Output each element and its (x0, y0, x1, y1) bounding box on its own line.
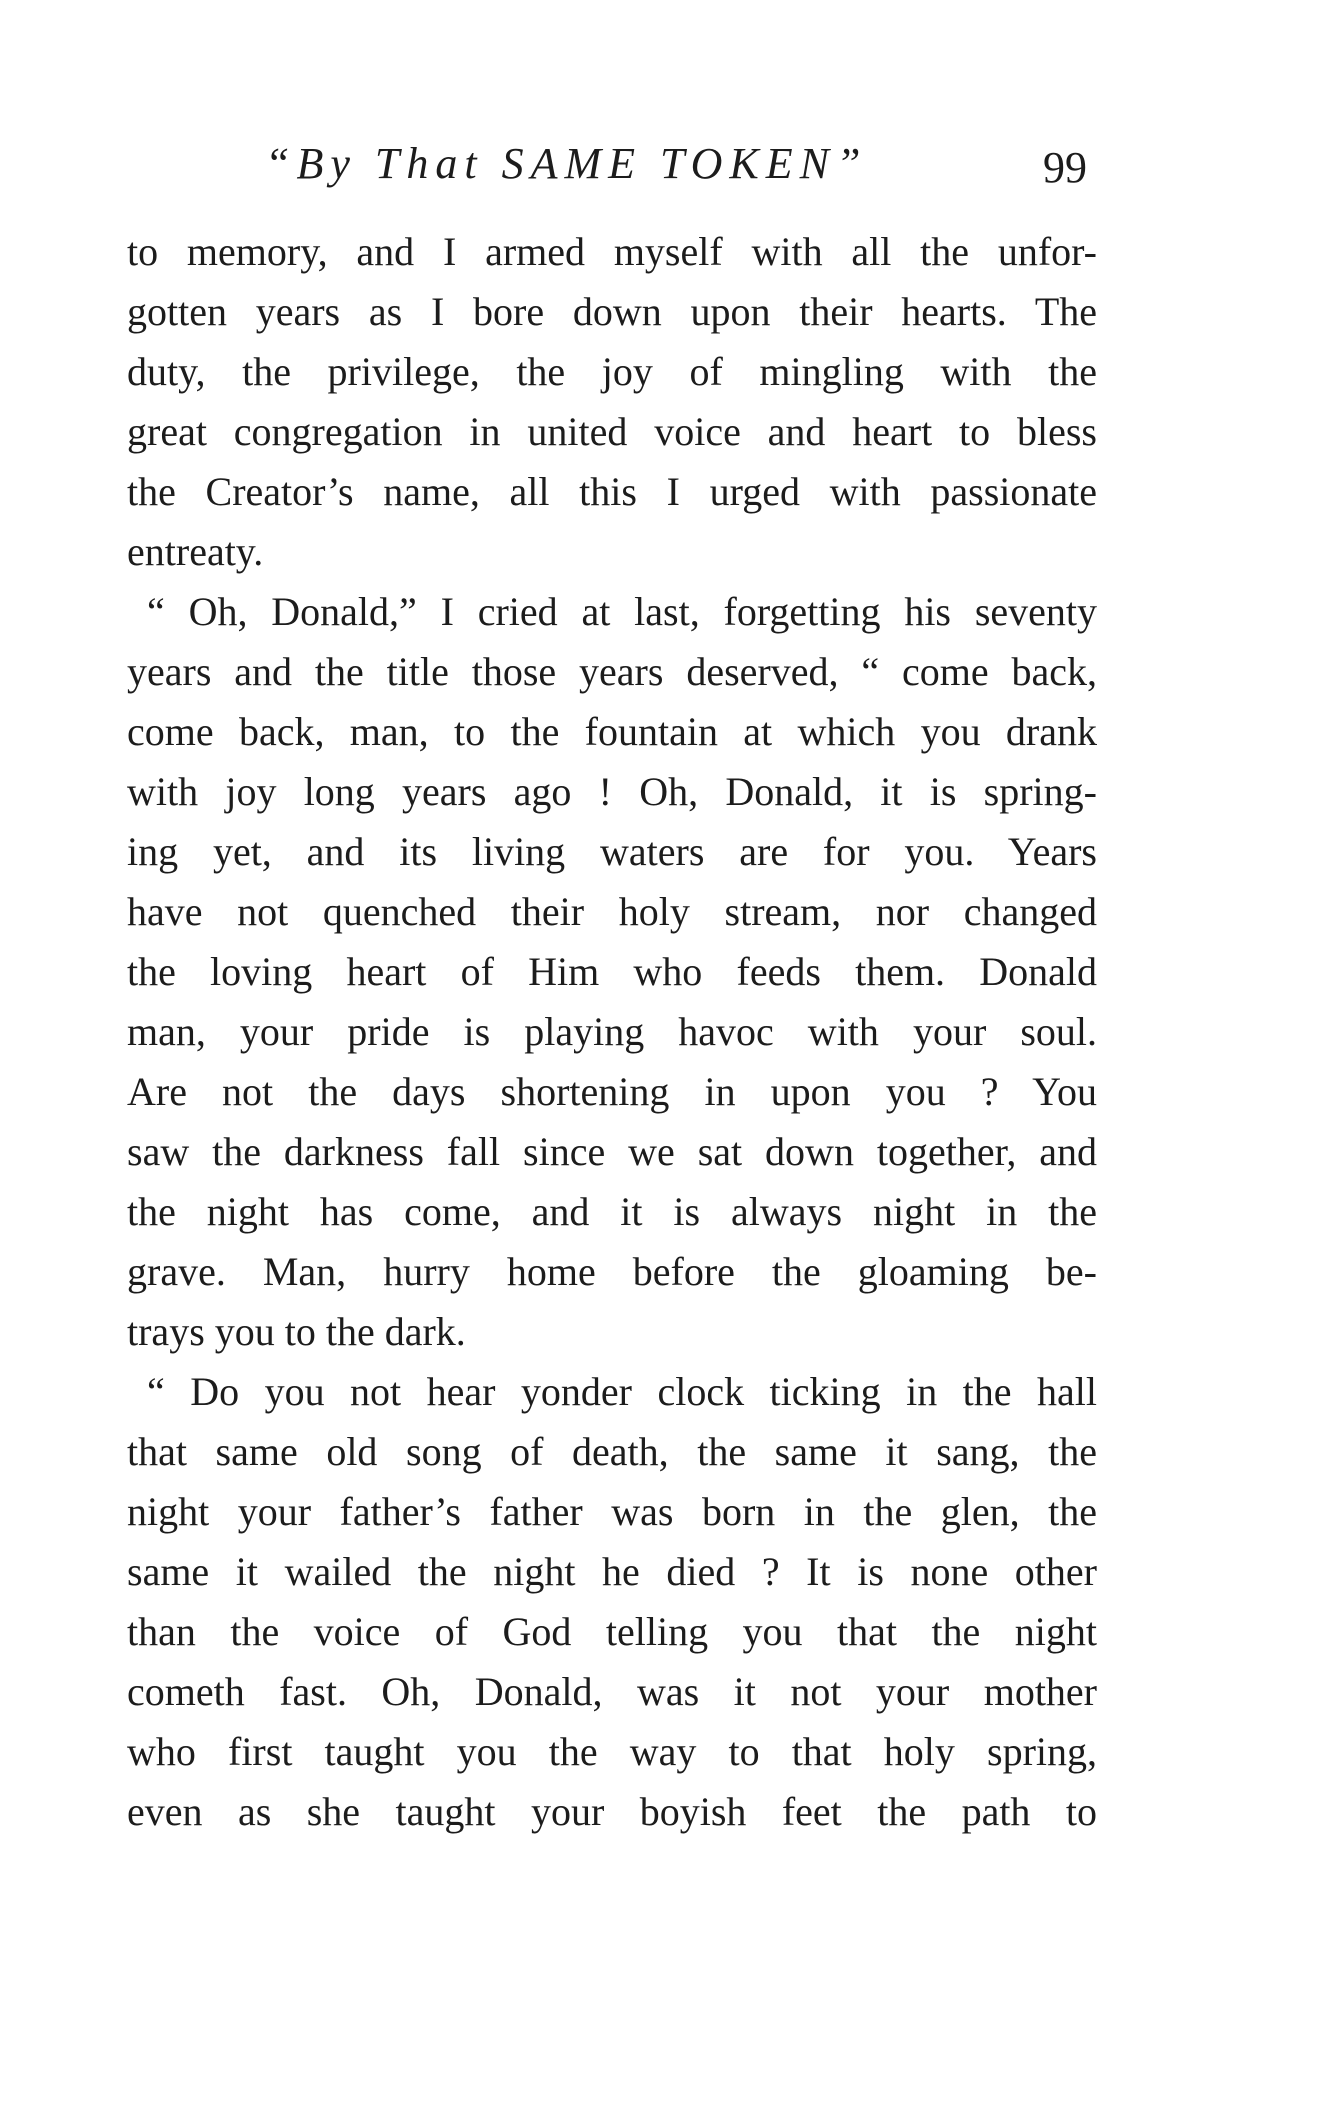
text-line: duty, the privilege, the joy of mingling with the (127, 349, 1097, 394)
text-line: with joy long years ago ! Oh, Donald, it is spring- (127, 769, 1097, 814)
text-line: come back, man, to the fountain at which you drank (127, 709, 1097, 754)
text-line: have not quenched their holy stream, nor changed (127, 889, 1097, 934)
text-line: to memory, and I armed myself with all the unfor- (127, 229, 1097, 274)
text-line: years and the title those years deserved, “ come back, (127, 649, 1097, 694)
text-line: gotten years as I bore down upon their hearts. The (127, 289, 1097, 334)
text-line: who first taught you the way to that holy spring, (127, 1729, 1097, 1774)
text-line: grave. Man, hurry home before the gloaming be- (127, 1249, 1097, 1294)
text-line: even as she taught your boyish feet the path to (127, 1789, 1097, 1834)
text-line: Are not the days shortening in upon you ? You (127, 1069, 1097, 1114)
text-line: that same old song of death, the same it sang, the (127, 1429, 1097, 1474)
paragraph-start-line: “ Do you not hear yonder clock ticking in the hall (147, 1369, 1097, 1414)
text-line: saw the darkness fall since we sat down together, and (127, 1129, 1097, 1174)
text-line: than the voice of God telling you that the night (127, 1609, 1097, 1654)
text-line: same it wailed the night he died ? It is none other (127, 1549, 1097, 1594)
body-text (127, 222, 1097, 1842)
text-line: ing yet, and its living waters are for you. Years (127, 829, 1097, 874)
text-line: the Creator’s name, all this I urged with passionate (127, 469, 1097, 514)
paragraph-end-line: trays you to the dark. (127, 1309, 466, 1354)
paragraph-start-line: “ Oh, Donald,” I cried at last, forgetting his seventy (147, 589, 1097, 634)
text-line: the night has come, and it is always night in the (127, 1189, 1097, 1234)
paragraph-end-line: entreaty. (127, 529, 264, 574)
text-line: the loving heart of Him who feeds them. Donald (127, 949, 1097, 994)
text-line: cometh fast. Oh, Donald, was it not your mother (127, 1669, 1097, 1714)
text-line: great congregation in united voice and heart to bless (127, 409, 1097, 454)
text-line: man, your pride is playing havoc with your soul. (127, 1009, 1097, 1054)
text-line: night your father’s father was born in the glen, the (127, 1489, 1097, 1534)
page-number: 99 (1043, 143, 1087, 192)
running-header: “By That SAME TOKEN” (265, 139, 868, 188)
